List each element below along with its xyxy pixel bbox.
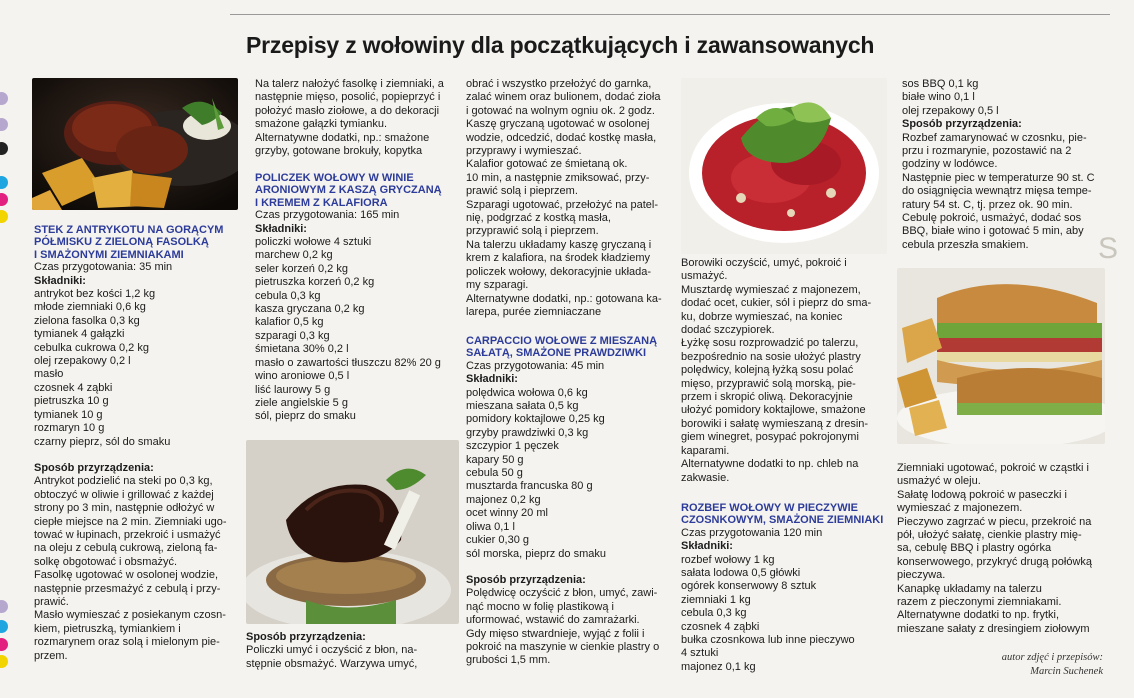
ingredient: młode ziemniaki 0,6 kg <box>34 301 146 314</box>
ingredient: szparagi 0,3 kg <box>255 329 330 342</box>
method-line: nię, podgrzać z kostką masła, <box>466 212 611 225</box>
ingredients-label: Składniki: <box>34 274 86 287</box>
method-line: Gdy mięso stwardnieje, wyjąć z folii i <box>466 627 645 640</box>
ingredient: ocet winny 20 ml <box>466 507 548 520</box>
ingredients-label: Składniki: <box>466 373 518 386</box>
ingredient: masło o zawartości tłuszczu 82% 20 g <box>255 356 441 369</box>
method-line: Kanapkę układamy na talerzu <box>897 582 1042 595</box>
ingredient: rozmaryn 10 g <box>34 422 105 435</box>
method-line: położyć masło ziołowe, a do dekoracji <box>255 104 440 117</box>
ingredient: bułka czosnkowa lub inne pieczywo <box>681 634 855 647</box>
ingredient: śmietana 30% 0,2 l <box>255 343 349 356</box>
method-line: borowiki i sałatę wymieszaną z dresin- <box>681 417 869 430</box>
method-line: 10 min, a następnie zmiksować, przy- <box>466 171 650 184</box>
ingredient: cebulka cukrowa 0,2 kg <box>34 341 149 354</box>
ingredient: polędwica wołowa 0,6 kg <box>466 386 588 399</box>
print-registration-marks <box>0 0 14 698</box>
ingredient: mieszana sałata 0,5 kg <box>466 400 579 413</box>
method-line: Alternatywne dodatki to np. frytki, <box>897 609 1060 622</box>
method-line: obtoczyć w oliwie i grillować z każdej <box>34 488 214 501</box>
ingredient: cebula 50 g <box>466 467 523 480</box>
beef-cheek-recipe <box>255 172 467 424</box>
recipe-heading <box>34 224 239 261</box>
sandwich-photo <box>897 268 1105 444</box>
method-line: Na talerzu układamy kaszę gryczaną i <box>466 238 652 251</box>
method-line: Cebulę pokroić, usmażyć, dodać sos <box>902 212 1082 225</box>
method-line: pieczywa. <box>897 569 946 582</box>
method-line: stępnie obsmażyć. Warzywa umyć, <box>246 657 418 670</box>
method-line: grzyby, gotowane brokuły, kopytka <box>255 145 423 158</box>
ingredient: 4 sztuki <box>681 647 719 660</box>
carpaccio-recipe <box>466 335 671 668</box>
ingredient: czarny pieprz, sól do smaku <box>34 435 171 448</box>
method-line: Polędwicę oczyścić z błon, umyć, zawi- <box>466 587 658 600</box>
beef-cheek-photo <box>246 440 459 624</box>
ingredient: ogórek konserwowy 8 sztuk <box>681 580 817 593</box>
registration-dot <box>0 600 8 613</box>
registration-dot <box>0 142 8 155</box>
heading-line: STEK Z ANTRYKOTU NA GORĄCYM <box>34 224 224 236</box>
method-line: następnie przesmażyć z cebulą i przy- <box>34 582 221 595</box>
method-line: obrać i wszystko przełożyć do garnka, <box>466 78 652 90</box>
method-line: ku, dobrze wymieszać, na koniec <box>681 310 843 323</box>
ingredient: tymianek 4 gałązki <box>34 328 125 341</box>
method-line: Alternatywne dodatki, np.: smażone <box>255 131 430 144</box>
method-line: mięso, przyprawić solą morską, pie- <box>681 377 856 390</box>
method-line: Ziemniaki ugotować, pokroić w cząstki i <box>897 462 1089 474</box>
roastbeef-recipe-continued <box>902 78 1107 252</box>
ingredient: olej rzepakowy 0,2 l <box>34 355 131 368</box>
method-line: przem. <box>34 649 68 662</box>
ingredient: cebula 0,3 kg <box>255 289 321 302</box>
method-line: bezpośrednio na sosie ułożyć plastry <box>681 350 861 363</box>
method-line: usmażyć. <box>681 270 728 283</box>
credit-label: autor zdjęć i przepisów: <box>1001 652 1103 663</box>
method-line: Łyżkę sosu rozprowadzić po talerzu, <box>681 337 859 350</box>
method-line: my szparagi. <box>466 279 529 292</box>
ingredient: wino aroniowe 0,5 l <box>255 370 350 383</box>
method-line: usmażyć w oleju. <box>897 475 981 488</box>
ingredient: cukier 0,30 g <box>466 534 529 547</box>
carpaccio-photo <box>681 78 887 254</box>
ingredient: marchew 0,2 kg <box>255 249 333 262</box>
method-line: razem z pieczonymi ziemniakami. <box>897 596 1062 609</box>
registration-dot <box>0 638 8 651</box>
page-title: Przepisy z wołowiny dla początkujących i zawansowanych <box>246 32 875 58</box>
method-line: nąć mocno w folię plastikową i <box>466 600 614 613</box>
ingredient: sól, pieprz do smaku <box>255 410 356 423</box>
steak-recipe <box>34 224 239 663</box>
ingredient: pietruszka 10 g <box>34 395 109 408</box>
method-line: zakwasie. <box>681 471 730 484</box>
method-line: policzek wołowy, dekoracyjnie układa- <box>466 265 652 278</box>
heading-line: CARPACCIO WOŁOWE Z MIESZANĄ <box>466 335 658 347</box>
method-line: Szparagi ugotować, przełożyć na patel- <box>466 198 658 211</box>
ingredient: pietruszka korzeń 0,2 kg <box>255 276 375 289</box>
heading-line: CZOSNKOWYM, SMAŻONE ZIEMNIAKI <box>681 514 884 527</box>
method-line: prawić solą i pieprzem. <box>466 185 578 198</box>
registration-dot <box>0 620 8 633</box>
ingredient: tymianek 10 g <box>34 408 103 421</box>
ingredient: grzyby prawdziwki 0,3 kg <box>466 426 589 439</box>
steak-recipe-continued <box>255 78 467 158</box>
ingredient: ziele angielskie 5 g <box>255 396 348 409</box>
method-label: Sposób przyrządzenia: <box>34 461 154 474</box>
method-line: larepa, purée ziemniaczane <box>466 305 602 318</box>
method-line: Policzki umyć i oczyścić z błon, na- <box>246 644 418 657</box>
method-line: polędwicy, kolejną łyżką sosu polać <box>681 364 854 377</box>
prep-time: Czas przygotowania: 35 min <box>34 261 173 274</box>
registration-dot <box>0 176 8 189</box>
method-line: Antrykot podzielić na steki po 0,3 kg, <box>34 475 213 488</box>
method-line: i gotować na wolnym ogniu ok. 2 godz. <box>466 104 655 117</box>
method-line: przem i skropić oliwą. Dekoracyjnie <box>681 391 853 404</box>
heading-line: POLICZEK WOŁOWY W WINIE <box>255 172 414 184</box>
method-line: Alternatywne dodatki, np.: gotowana ka- <box>466 292 662 305</box>
method-line: Alternatywne dodatki to np. chleb na <box>681 458 859 471</box>
method-line: wymieszać z majonezem. <box>897 502 1023 515</box>
recipe-heading <box>681 502 887 527</box>
method-line: konserwowego, przykryć drugą połówką <box>897 555 1093 568</box>
faded-background-text: S <box>1098 232 1119 265</box>
roastbeef-recipe <box>681 502 887 674</box>
ingredient: białe wino 0,1 l <box>902 91 975 104</box>
ingredient: sos BBQ 0,1 kg <box>902 78 979 90</box>
method-line: ułożyć pomidory koktajlowe, smażone <box>681 404 866 417</box>
recipe-heading <box>255 172 467 209</box>
ingredients-label: Składniki: <box>681 540 733 553</box>
method-line: strony po 3 min, następnie odłożyć w <box>34 502 215 515</box>
ingredient: cebula 0,3 kg <box>681 607 747 620</box>
method-line: ciepłe miejsce na 2 min. Ziemniaki ugo- <box>34 515 227 528</box>
top-rule <box>230 14 1110 15</box>
method-line: dodać ocet, cukier, sól i pieprz do sma- <box>681 297 872 310</box>
method-line: Fasolkę ugotować w osolonej wodzie, <box>34 569 219 582</box>
method-line: Kaszę gryczaną ugotować w osolonej <box>466 118 650 131</box>
heading-line: ARONIOWYM Z KASZĄ GRYCZANĄ <box>255 184 442 197</box>
ingredient: majonez 0,2 kg <box>466 493 541 506</box>
method-line: Sałatę lodową pokroić w paseczki i <box>897 488 1067 501</box>
method-line: zalać winem oraz bulionem, dodać zioła <box>466 91 661 104</box>
heading-line: ROZBEF WOŁOWY W PIECZYWIE <box>681 502 859 514</box>
ingredient: kalafior 0,5 kg <box>255 316 324 329</box>
roastbeef-method-continued <box>897 462 1107 636</box>
ingredient: masło <box>34 368 64 381</box>
method-line: tować w łupinach, przekroić i usmażyć <box>34 528 221 541</box>
registration-dot <box>0 193 8 206</box>
ingredient: olej rzepakowy 0,5 l <box>902 104 999 117</box>
method-line: Borowiki oczyścić, umyć, pokroić i <box>681 257 847 269</box>
ingredient: kapary 50 g <box>466 453 524 466</box>
method-line: prawić. <box>34 595 69 608</box>
ingredient: policzki wołowe 4 sztuki <box>255 236 372 249</box>
ingredient: pomidory koktajlowe 0,25 kg <box>466 413 605 426</box>
ingredient: szczypior 1 pęczek <box>466 440 559 453</box>
recipe-heading <box>466 335 671 360</box>
method-line: Kalafior gotować ze śmietaną ok. <box>466 158 628 171</box>
beef-cheek-method <box>246 631 458 671</box>
heading-line: I SMAŻONYMI ZIEMNIAKAMI <box>34 248 184 261</box>
ingredient: ziemniaki 1 kg <box>681 593 751 606</box>
method-line: Masło wymieszać z posiekanym czosn- <box>34 609 226 622</box>
registration-dot <box>0 210 8 223</box>
ingredient: rozbef wołowy 1 kg <box>681 553 775 566</box>
ingredient: zielona fasolka 0,3 kg <box>34 314 140 327</box>
ingredient: seler korzeń 0,2 kg <box>255 262 348 275</box>
method-line: wodzie, odcedzić, dodać kostkę masła, <box>466 131 657 144</box>
method-line: na oleju z cebulą cukrową, zieloną fa- <box>34 542 218 555</box>
ingredient: antrykot bez kości 1,2 kg <box>34 288 156 301</box>
prep-time: Czas przygotowania: 165 min <box>255 209 400 222</box>
method-line: sa, cebulę BBQ i plastry ogórka <box>897 542 1052 555</box>
prep-time: Czas przygotowania 120 min <box>681 526 823 539</box>
method-line: Pieczywo zagrzać w piecu, przekroić na <box>897 515 1092 528</box>
method-line: cebula przeszła smakiem. <box>902 238 1029 251</box>
ingredient: sałata lodowa 0,5 główki <box>681 567 801 580</box>
beef-cheek-method-continued <box>466 78 671 319</box>
method-line: mieszane sałaty z dresingiem ziołowym <box>897 622 1090 635</box>
prep-time: Czas przygotowania: 45 min <box>466 359 605 372</box>
ingredient: czosnek 4 ząbki <box>34 381 113 394</box>
method-line: pół, ułożyć sałatę, cienkie plastry mię- <box>897 529 1082 542</box>
method-line: Rozbef zamarynować w czosnku, pie- <box>902 131 1087 144</box>
ingredient: kasza gryczana 0,2 kg <box>255 303 365 316</box>
author-credit <box>985 651 1103 679</box>
method-line: krem z kalafiora, na środek kładziemy <box>466 252 651 265</box>
method-line: BBQ, białe wino i gotować 5 min, aby <box>902 225 1084 238</box>
registration-dot <box>0 92 8 105</box>
method-line: rozmarynem oraz solą i mielonym pie- <box>34 636 220 649</box>
method-line: Na talerz nałożyć fasolkę i ziemniaki, a <box>255 78 444 90</box>
method-line: pokroić na maszynie w cienkie plastry o <box>466 640 660 653</box>
method-label: Sposób przyrządzenia: <box>466 573 586 586</box>
method-label: Sposób przyrządzenia: <box>902 118 1022 131</box>
ingredients-label: Składniki: <box>255 222 307 235</box>
ingredient: czosnek 4 ząbki <box>681 620 760 633</box>
ingredient: musztarda francuska 80 g <box>466 480 593 493</box>
method-line: do osiągnięcia wewnątrz mięsa tempe- <box>902 185 1092 198</box>
method-line: następnie mięso, posolić, popieprzyć i <box>255 91 441 104</box>
method-line: Musztardę wymieszać z majonezem, <box>681 283 861 296</box>
ingredient: liść laurowy 5 g <box>255 383 331 396</box>
method-line: przyprawy i wymieszać. <box>466 145 582 158</box>
method-label: Sposób przyrządzenia: <box>246 631 366 643</box>
heading-line: I KREMEM Z KALAFIORA <box>255 196 388 209</box>
method-line: kiem, pietruszką, tymiankiem i <box>34 622 181 635</box>
method-line: Następnie piec w temperaturze 90 st. C <box>902 171 1095 184</box>
ingredient: oliwa 0,1 l <box>466 520 515 533</box>
method-line: giem winegret, posypać pokrojonymi <box>681 431 859 444</box>
method-line: dodać szczypiorek. <box>681 324 775 337</box>
heading-line: PÓŁMISKU Z ZIELONĄ FASOLKĄ <box>34 236 209 249</box>
method-line: solkę obgotować i obsmażyć. <box>34 555 178 568</box>
method-line: kaparami. <box>681 444 730 457</box>
steak-photo <box>32 78 238 210</box>
method-line: smażone gałązki tymianku. <box>255 118 388 131</box>
registration-dot <box>0 655 8 668</box>
method-line: grubości 1,5 mm. <box>466 654 551 667</box>
ingredient: sól morska, pieprz do smaku <box>466 547 606 560</box>
method-line: uformować, wstawić do zamrażarki. <box>466 614 640 627</box>
method-line: przu i rozmarynie, pozostawić na 2 <box>902 145 1072 158</box>
carpaccio-method-continued <box>681 257 887 485</box>
registration-dot <box>0 118 8 131</box>
credit-name: Marcin Suchenek <box>1030 666 1103 677</box>
ingredient: majonez 0,1 kg <box>681 660 756 673</box>
method-line: ratury 54 st. C, tj. przez ok. 90 min. <box>902 198 1073 211</box>
heading-line: SAŁATĄ, SMAŻONE PRAWDZIWKI <box>466 347 647 360</box>
method-line: godziny w lodówce. <box>902 158 998 171</box>
method-line: przyprawić solą i pieprzem. <box>466 225 599 238</box>
